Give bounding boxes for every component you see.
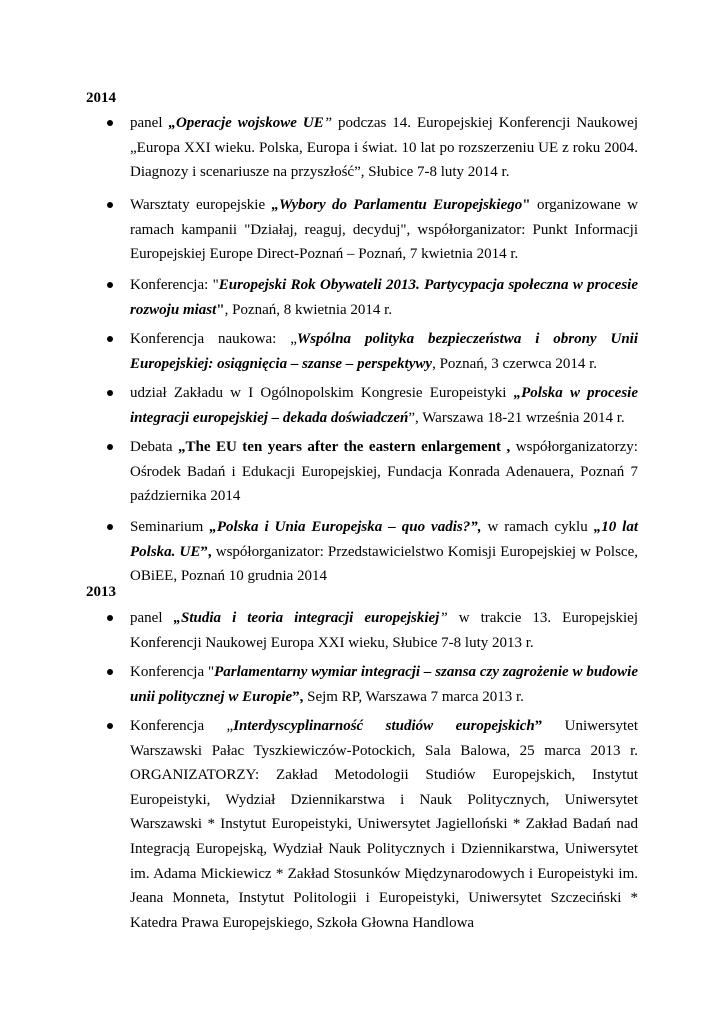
text-run: , Poznań, 3 czerwca 2014 r. [432,355,598,372]
text-run: podczas 14. Europejskiej Konferencji Naukowej „Europa XXI wieku. Polska, Europa i świat. 10 lat po rozszerzeniu UE z roku 2004. Diagnozy i scenariusze na przyszłość”, Słubice 7-8 luty 2014 r. [130,115,639,181]
bullet-icon [107,336,113,342]
text-run: „Polska i Unia Europejska – quo vadis?”, [209,519,482,535]
text-run: , Poznań, 8 kwietnia 2014 r. [224,301,393,318]
text-run: Sejm RP, Warszawa 7 marca 2013 r. [303,688,524,705]
item-text [130,273,638,322]
text-run: panel [130,610,174,626]
text-run: „The EU ten years after the eastern enlargement , [177,439,511,455]
text-run: ” [323,115,333,131]
text-run: Debata [130,439,178,455]
text-run: Interdyscyplinarność studiów europejskich [233,718,535,734]
text-run: „Wybory do Parlamentu Europejskiego [271,197,523,213]
item-text [130,327,638,376]
bullet-icon [107,120,113,126]
text-run: Parlamentarny wymiar integracji – szansa czy zagrożenie w budowie unii politycznej w Europie [130,664,638,705]
text-run: Konferencja „ [130,718,234,734]
list-item [0,193,725,267]
list-item [0,606,725,656]
text-run: udział Zakładu w I Ogólnopolskim Kongresie Europeistyki [130,385,514,401]
bullet-icon [107,524,113,530]
list-item [0,381,725,431]
text-run: organizowane w ramach kampanii "Działaj, reaguj, decyduj", współorganizator: Punkt Informacji Europejskiej Europe Direct-Poznań – Poznań, 7 kwietnia 2014 r. [130,197,638,263]
text-run: „Polska w procesie integracji europejskiej – dekada doświadczeń [130,385,638,426]
item-text [130,714,638,935]
text-run: Wspólna polityka bezpieczeństwa i obrony Unii Europejskiej: osiągnięcia – szanse – perspektywy [130,331,638,372]
text-run: Uniwersytet Warszawski Pałac Tyszkiewiczów-Potockich, Sala Balowa, 25 marca 2013 r. ORGANIZATORZY: Zakład Metodologii Studiów Europejskich, Instytut Europeistyki, Wydział Dziennikarstwa i Nauk Politycznych, Uniwersytet Warszawski * Instytut Europeistyki, Uniwersytet Jagielloński * Zakład Badań nad Integracją Europejską, Wydział Nauk Politycznych i Dziennikarstwa, Uniwersytet im. Adama Mickiewicz * Zakład Stosunków Międzynarodowych i Europeistyki im. Jeana Monneta, Instytut Politologii i Europeistyki, Uniwersytet Szczeciński * Katedra Prawa Europejskiego, Szkoła Głowna Handlowa [130,718,638,931]
text-run: „Operacje wojskowe UE [168,115,324,131]
list-item [0,435,725,509]
bullet-icon [107,282,113,288]
list-item [0,515,725,589]
item-text [130,111,638,185]
text-run: Seminarium [130,519,210,535]
text-run: Warsztaty europejskie [130,197,272,213]
text-run: w ramach cyklu [481,519,594,535]
text-run: panel [130,115,169,131]
bullet-icon [107,390,113,396]
item-text [130,660,638,709]
item-text [130,606,638,655]
text-run: ” [534,718,543,734]
bullet-icon [107,444,113,450]
text-run: współorganizator: Przedstawicielstwo Komisji Europejskiej w Polsce, OBiEE, Poznań 10 grudnia 2014 [130,543,639,585]
bullet-icon [107,615,113,621]
item-text [130,381,638,430]
year-heading-2014: 2014 [86,90,116,106]
list-item [0,273,725,323]
text-run: Konferencja " [130,664,215,680]
text-run: ” [439,610,448,626]
text-run: " [522,197,531,213]
item-text [130,515,638,589]
text-run: ”, [200,543,212,560]
events-list-2014 [0,111,725,589]
text-run: Konferencja naukowa: „ [130,331,297,347]
item-text [130,435,638,509]
text-run: ”, Warszawa 18-21 września 2014 r. [408,409,625,426]
bullet-icon [107,723,113,729]
list-item [0,660,725,710]
text-run: w trakcie 13. Europejskiej Konferencji Naukowej Europa XXI wieku, Słubice 7-8 luty 2013 r. [130,610,638,651]
list-item [0,714,725,954]
text-run: Europejski Rok Obywateli 2013. Partycypacja społeczna w procesie rozwoju miast [130,277,638,318]
item-text [130,193,638,267]
text-run: współorganizatorzy: Ośrodek Badań i Edukacji Europejskiej, Fundacja Konrada Adenauera, Poznań 7 października 2014 [130,439,638,505]
text-run: ”, [292,688,304,705]
text-run: Konferencja: " [130,277,219,293]
list-item [0,111,725,189]
bullet-icon [107,202,113,208]
list-item [0,327,725,377]
text-run: " [216,301,225,318]
text-run: „Studia i teoria integracji europejskiej [173,610,440,626]
text-run: „10 lat Polska. UE [130,519,639,560]
year-heading-2013: 2013 [86,584,116,600]
bullet-icon [107,669,113,675]
events-list-2013 [0,606,725,954]
